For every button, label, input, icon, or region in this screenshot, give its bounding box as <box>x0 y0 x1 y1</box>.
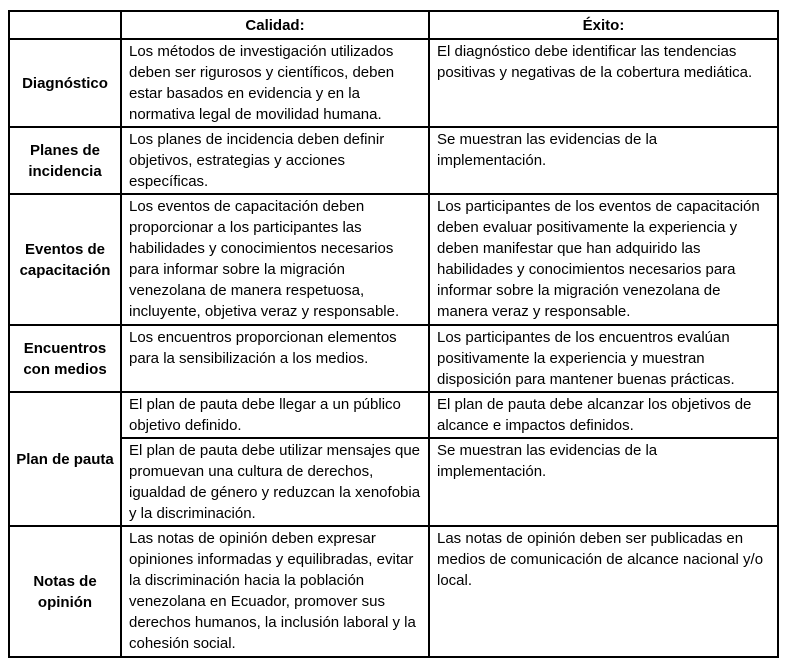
exito-cell-planes-de-incidencia: Se muestran las evidencias de la implementación. <box>429 127 778 194</box>
column-header-calidad: Calidad: <box>121 11 429 39</box>
row-label-plan-de-pauta: Plan de pauta <box>9 392 121 526</box>
row-label-eventos-de-capacitacion: Eventos de capacitación <box>9 194 121 325</box>
exito-cell-diagnostico: El diagnóstico debe identificar las tendencias positivas y negativas de la cobertura mediática. <box>429 39 778 127</box>
row-label-diagnostico: Diagnóstico <box>9 39 121 127</box>
table-row-encuentros-con-medios <box>9 325 778 392</box>
calidad-cell-plan-de-pauta-1: El plan de pauta debe llegar a un público objetivo definido. <box>121 392 429 438</box>
evaluation-table <box>8 10 779 658</box>
table-row-plan-de-pauta-1 <box>9 392 778 438</box>
exito-cell-eventos-de-capacitacion: Los participantes de los eventos de capacitación deben evaluar positivamente la experiencia y deben manifestar que han adquirido las habilidades y conocimientos necesarios para informar sobre la migración venezolana de manera veraz y responsable. <box>429 194 778 325</box>
exito-cell-encuentros-con-medios: Los participantes de los encuentros evalúan positivamente la experiencia y muestran disposición para mantener buenas prácticas. <box>429 325 778 392</box>
table-row-plan-de-pauta-2 <box>9 438 778 526</box>
row-label-notas-de-opinion: Notas de opinión <box>9 526 121 657</box>
header-row <box>9 11 778 39</box>
table-row-diagnostico <box>9 39 778 127</box>
calidad-cell-diagnostico: Los métodos de investigación utilizados deben ser rigurosos y científicos, deben estar basados en evidencia y en la normativa legal de movilidad humana. <box>121 39 429 127</box>
exito-cell-notas-de-opinion: Las notas de opinión deben ser publicadas en medios de comunicación de alcance nacional y/o local. <box>429 526 778 657</box>
corner-cell <box>9 11 121 39</box>
exito-cell-plan-de-pauta-2: Se muestran las evidencias de la implementación. <box>429 438 778 526</box>
calidad-cell-planes-de-incidencia: Los planes de incidencia deben definir objetivos, estrategias y acciones específicas. <box>121 127 429 194</box>
column-header-exito: Éxito: <box>429 11 778 39</box>
table-row-eventos-de-capacitacion <box>9 194 778 325</box>
table-row-planes-de-incidencia <box>9 127 778 194</box>
calidad-cell-plan-de-pauta-2: El plan de pauta debe utilizar mensajes que promuevan una cultura de derechos, igualdad de género y reduzcan la xenofobia y la discriminación. <box>121 438 429 526</box>
calidad-cell-encuentros-con-medios: Los encuentros proporcionan elementos para la sensibilización a los medios. <box>121 325 429 392</box>
row-label-encuentros-con-medios: Encuentros con medios <box>9 325 121 392</box>
table-row-notas-de-opinion <box>9 526 778 657</box>
calidad-cell-notas-de-opinion: Las notas de opinión deben expresar opiniones informadas y equilibradas, evitar la discriminación hacia la población venezolana en Ecuador, promover sus derechos humanos, la inclusión laboral y la cohesión social. <box>121 526 429 657</box>
calidad-cell-eventos-de-capacitacion: Los eventos de capacitación deben proporcionar a los participantes las habilidades y conocimientos necesarios para informar sobre la migración venezolana de manera respetuosa, incluyente, objetiva veraz y responsable. <box>121 194 429 325</box>
exito-cell-plan-de-pauta-1: El plan de pauta debe alcanzar los objetivos de alcance e impactos definidos. <box>429 392 778 438</box>
row-label-planes-de-incidencia: Planes de incidencia <box>9 127 121 194</box>
